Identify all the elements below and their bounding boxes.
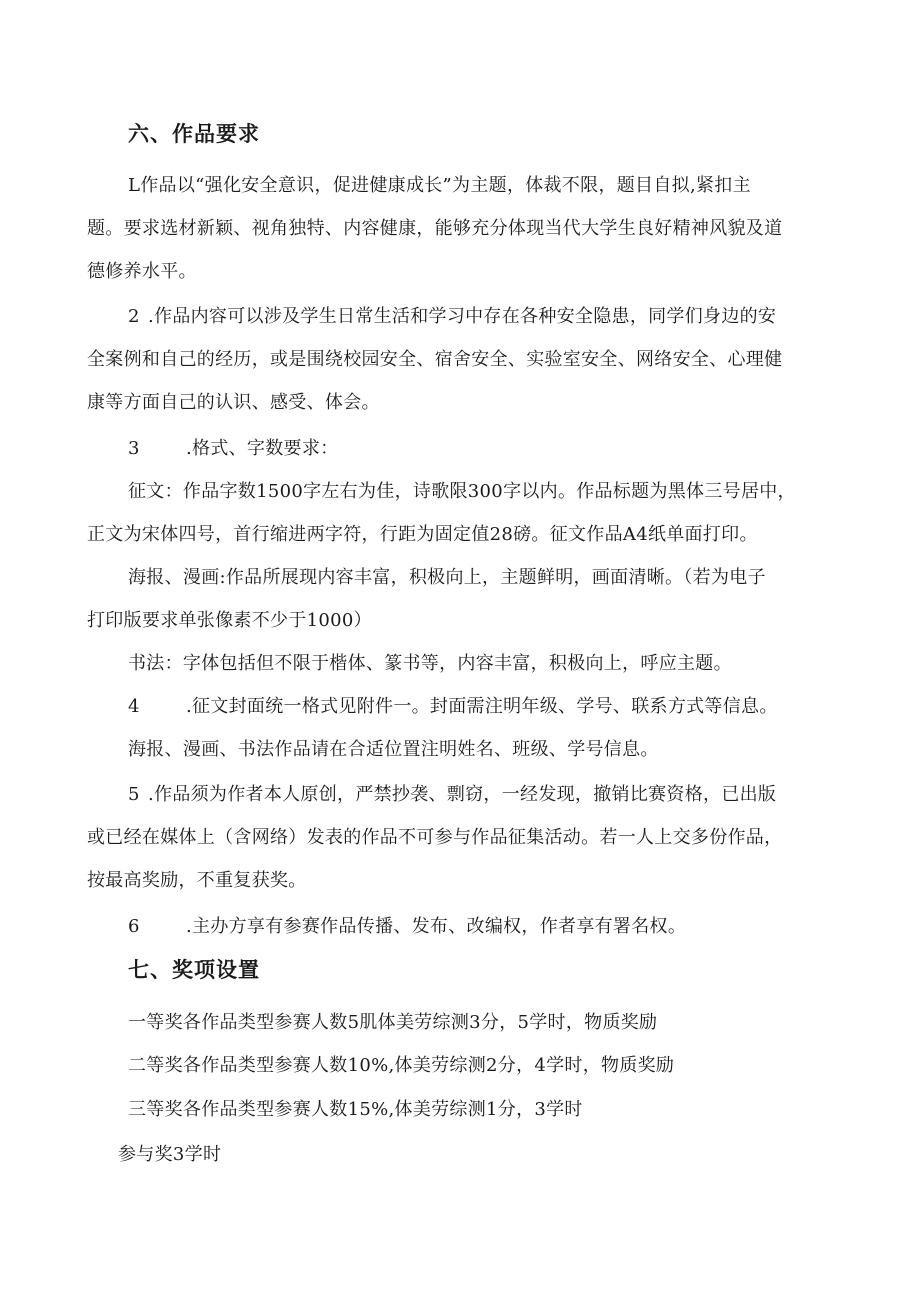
item-2-text: .作品内容可以涉及学生日常生活和学习中存在各种安全隐患，同学们身边的安 — [148, 306, 777, 327]
item-1-line-1: L作品以“强化安全意识，促进健康成长”为主题，体裁不限，题目自拟,紧扣主 — [128, 175, 751, 196]
award-second: 二等奖各作品类型参赛人数10%,体美劳综测2分，4学时，物质奖励 — [128, 1055, 675, 1076]
item-5-text: .作品须为作者本人原创，严禁抄袭、剽窃，一经发现，撤销比赛资格，已出版 — [148, 784, 777, 805]
item-2-number: 2 — [128, 306, 140, 327]
section-7-heading: 七、奖项设置 — [128, 958, 260, 982]
item-5-line-3: 按最高奖励，不重复获奖。 — [87, 870, 307, 891]
award-third: 三等奖各作品类型参赛人数15%,体美劳综测1分，3学时 — [128, 1099, 583, 1120]
item-2-line-2: 全案例和自己的经历，或是围绕校园安全、宿舍安全、实验室安全、网络安全、心理健 — [87, 349, 783, 370]
item-6-line-1 — [128, 914, 686, 940]
item-4-line-1 — [128, 694, 778, 720]
award-participation: 参与奖3学时 — [118, 1144, 222, 1165]
essay-line-1: 征文：作品字数1500字左右为佳，诗歌限300字以内。作品标题为黑体三号居中， — [128, 481, 796, 502]
item-6-text: .主办方享有参赛作品传播、发布、改编权，作者享有署名权。 — [186, 916, 687, 937]
item-4-number: 4 — [128, 696, 140, 717]
item-3-number: 3 — [128, 438, 140, 459]
poster-line-2: 打印版要求单张像素不少于1000） — [87, 610, 372, 631]
calligraphy-line: 书法：字体包括但不限于楷体、篆书等，内容丰富，积极向上，呼应主题。 — [128, 653, 732, 674]
section-6-heading: 六、作品要求 — [128, 122, 260, 146]
item-3-text: .格式、字数要求： — [186, 438, 339, 459]
essay-line-2: 正文为宋体四号，首行缩进两字符，行距为固定值28磅。征文作品A4纸单面打印。 — [87, 524, 758, 545]
item-4-text: .征文封面统一格式见附件一。封面需注明年级、学号、联系方式等信息。 — [186, 696, 778, 717]
item-6-number: 6 — [128, 916, 140, 937]
item-5-line-1 — [128, 782, 776, 808]
item-2-line-1 — [128, 304, 776, 330]
item-5-number: 5 — [128, 784, 140, 805]
award-first: 一等奖各作品类型参赛人数5肌体美劳综测3分，5学时，物质奖励 — [128, 1012, 658, 1033]
item-5-line-2: 或已经在媒体上（含网络）发表的作品不可参与作品征集活动。若一人上交多份作品， — [87, 827, 783, 848]
item-1-line-3: 德修养水平。 — [87, 261, 197, 282]
item-3-line-1 — [128, 436, 338, 462]
poster-line-1: 海报、漫画:作品所展现内容丰富，积极向上，主题鲜明，画面清晰。（若为电子 — [128, 567, 766, 588]
item-4-line-2: 海报、漫画、书法作品请在合适位置注明姓名、班级、学号信息。 — [128, 739, 659, 760]
item-1-line-2: 题。要求选材新颖、视角独特、内容健康，能够充分体现当代大学生良好精神风貌及道 — [87, 218, 783, 239]
item-2-line-3: 康等方面自己的认识、感受、体会。 — [87, 392, 380, 413]
